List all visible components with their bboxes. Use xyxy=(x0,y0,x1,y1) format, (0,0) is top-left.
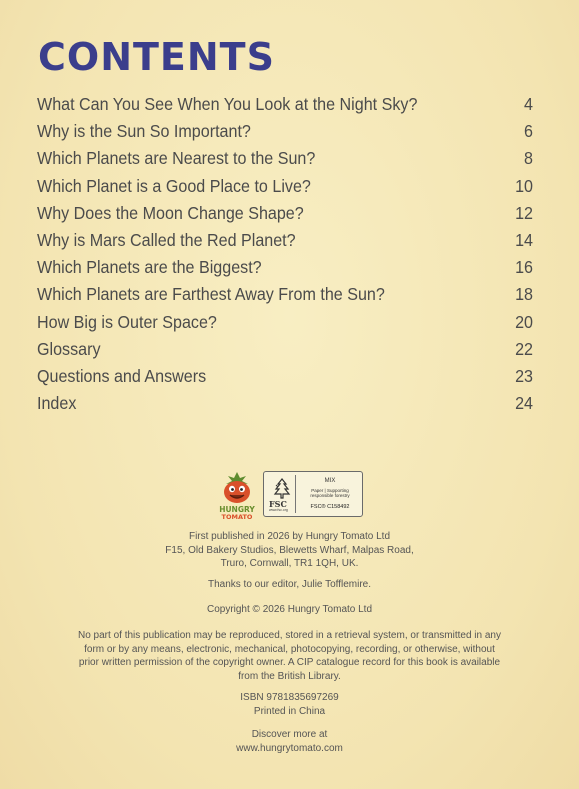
toc-entry-page: 24 xyxy=(515,393,534,414)
toc-entry-page: 22 xyxy=(515,338,534,359)
toc-entry-label: Why Does the Moon Change Shape? xyxy=(37,202,304,223)
rights-line: prior written permission of the copyright owner. A CIP catalogue record for this book is available xyxy=(78,657,501,668)
page-title: CONTENTS xyxy=(38,35,275,79)
toc-entry-label: Which Planets are Nearest to the Sun? xyxy=(37,148,316,169)
toc-entry xyxy=(37,393,533,420)
toc-entry-page: 12 xyxy=(515,202,534,223)
toc-entry xyxy=(37,230,533,257)
isbn-and-printing xyxy=(20,691,559,718)
isbn: ISBN 9781835697269 xyxy=(240,692,339,703)
rights-statement xyxy=(20,629,559,683)
toc-entry-label: What Can You See When You Look at the Night Sky? xyxy=(37,94,418,114)
toc-entry xyxy=(37,257,533,284)
website-info xyxy=(20,728,559,755)
imprint-line: First published in 2026 by Hungry Tomato Ltd xyxy=(188,531,391,542)
toc-entry-page: 10 xyxy=(515,175,534,196)
toc-entry xyxy=(37,366,533,393)
toc-entry-label: Questions and Answers xyxy=(37,365,207,386)
fsc-mix-label: MIX xyxy=(324,478,336,484)
toc-entry xyxy=(37,203,533,230)
toc-entry-label: Which Planet is a Good Place to Live? xyxy=(37,175,311,196)
toc-entry-label: Which Planets are Farthest Away From the Sun? xyxy=(37,284,385,305)
tomato-icon xyxy=(216,468,258,520)
fsc-wordmark: FSC xyxy=(269,499,287,509)
toc-entry-page: 18 xyxy=(515,284,534,305)
rights-line: No part of this publication may be reproduced, stored in a retrieval system, or transmitted in any xyxy=(78,630,501,641)
fsc-certification-logo xyxy=(263,471,363,517)
toc-entry xyxy=(37,148,533,175)
toc-entry xyxy=(37,121,533,148)
hungry-tomato-logo xyxy=(216,468,258,520)
svg-text:HUNGRY: HUNGRY xyxy=(219,505,255,514)
imprint-line: Truro, Cornwall, TR1 1QH, UK. xyxy=(220,558,359,569)
toc-entry-page: 14 xyxy=(515,229,534,250)
svg-text:TOMATO: TOMATO xyxy=(221,513,253,520)
imprint-line: F15, Old Bakery Studios, Blewetts Wharf, Malpas Road, xyxy=(165,544,414,556)
toc-entry xyxy=(37,284,533,311)
rights-line: from the British Library. xyxy=(238,670,341,682)
website-link: www.hungrytomato.com xyxy=(236,742,343,754)
toc-entry xyxy=(37,94,533,121)
toc-entry-label: Index xyxy=(37,393,77,414)
toc-entry-page: 20 xyxy=(515,311,534,332)
fsc-url: www.fsc.org xyxy=(269,508,288,512)
toc-entry xyxy=(37,312,533,339)
publisher-logos xyxy=(216,468,366,520)
fsc-tree-icon xyxy=(272,477,292,499)
toc-entry-label: Glossary xyxy=(37,338,101,359)
toc-entry-label: Which Planets are the Biggest? xyxy=(37,257,262,278)
toc-entry-page: 8 xyxy=(524,148,534,169)
toc-entry-page: 16 xyxy=(515,257,534,278)
editor-thanks: Thanks to our editor, Julie Tofflemire. xyxy=(207,579,372,590)
printed-in: Printed in China xyxy=(253,705,326,717)
fsc-license-code: FSC® C158492 xyxy=(310,504,350,510)
copyright-notice: Copyright © 2026 Hungry Tomato Ltd xyxy=(206,604,373,615)
toc-entry xyxy=(37,176,533,203)
table-of-contents xyxy=(37,94,533,420)
rights-line: form or by any means, electronic, mechanical, photocopying, recording, or otherwise, without xyxy=(84,643,495,655)
fsc-description: Paper | Supporting responsible forestry xyxy=(310,488,350,498)
discover-label: Discover more at xyxy=(251,729,328,740)
toc-entry-page: 23 xyxy=(515,365,534,386)
publication-info xyxy=(20,530,559,571)
toc-entry xyxy=(37,339,533,366)
toc-entry-page: 4 xyxy=(524,94,534,114)
toc-entry-label: Why is Mars Called the Red Planet? xyxy=(37,229,296,250)
toc-entry-label: Why is the Sun So Important? xyxy=(37,121,251,142)
toc-entry-page: 6 xyxy=(524,121,534,142)
toc-entry-label: How Big is Outer Space? xyxy=(37,311,217,332)
